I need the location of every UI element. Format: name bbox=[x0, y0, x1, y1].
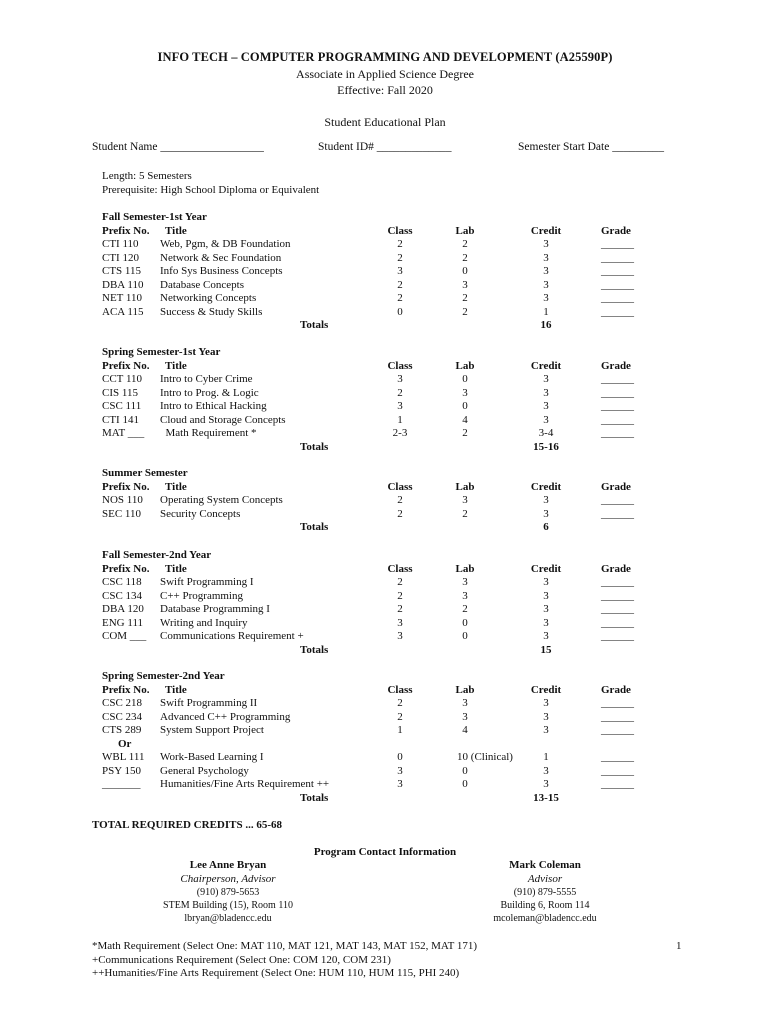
course-class-hours: 3 bbox=[397, 265, 403, 277]
course-prefix: ENG 111 bbox=[102, 616, 144, 629]
course-lab-hours: 3 bbox=[462, 710, 468, 723]
semester-heading: Fall Semester-1st Year bbox=[102, 211, 207, 223]
course-prefix: Or bbox=[118, 737, 132, 750]
course-lab-hours: 3 bbox=[462, 278, 468, 291]
course-credit: 3 bbox=[543, 265, 549, 277]
degree-subtitle: Associate in Applied Science Degree bbox=[296, 67, 474, 81]
contact-email[interactable]: lbryan@bladencc.edu bbox=[184, 913, 272, 924]
col-header-lab: Lab bbox=[455, 359, 475, 372]
course-class-hours: 2 bbox=[397, 697, 403, 709]
course-prefix: CCT 110 bbox=[102, 373, 143, 385]
course-prefix: CTI 110 bbox=[102, 238, 139, 250]
course-lab-hours: 0 bbox=[462, 400, 468, 412]
grade-blank[interactable]: ______ bbox=[601, 494, 634, 506]
course-credit: 3 bbox=[543, 724, 549, 736]
contact-heading: Program Contact Information bbox=[313, 846, 457, 858]
course-class-hours: 2 bbox=[397, 576, 403, 588]
course-title: Intro to Ethical Hacking bbox=[160, 400, 267, 412]
course-class-hours: 2 bbox=[397, 710, 403, 723]
course-prefix: PSY 150 bbox=[102, 764, 142, 777]
col-header-title: Title bbox=[165, 224, 187, 237]
grade-blank[interactable]: ______ bbox=[601, 751, 634, 763]
totals-label: Totals bbox=[300, 791, 329, 804]
course-class-hours: 2 bbox=[397, 507, 403, 520]
course-lab-hours: 0 bbox=[462, 265, 468, 277]
course-class-hours: 2 bbox=[397, 589, 403, 602]
contact-location: Building 6, Room 114 bbox=[500, 900, 590, 911]
course-lab-hours: 2 bbox=[462, 238, 468, 250]
contact-card-coleman bbox=[445, 858, 645, 925]
grade-blank[interactable]: ______ bbox=[601, 373, 634, 385]
course-lab-hours: 4 bbox=[462, 724, 468, 736]
col-header-grade: Grade bbox=[601, 224, 631, 237]
grade-blank[interactable]: ______ bbox=[601, 630, 634, 642]
course-lab-hours: 2 bbox=[462, 292, 468, 304]
course-lab-hours: 2 bbox=[462, 251, 468, 264]
course-title: Swift Programming II bbox=[160, 697, 258, 709]
col-header-prefix: Prefix No. bbox=[102, 562, 150, 575]
course-class-hours: 2 bbox=[397, 494, 403, 506]
grade-blank[interactable]: ______ bbox=[601, 710, 634, 723]
col-header-lab: Lab bbox=[455, 480, 475, 493]
grade-blank[interactable]: ______ bbox=[601, 386, 634, 399]
course-title: System Support Project bbox=[160, 724, 264, 736]
course-prefix: DBA 120 bbox=[102, 603, 144, 615]
grade-blank[interactable]: ______ bbox=[601, 603, 634, 615]
course-title: Work-Based Learning I bbox=[160, 751, 264, 763]
course-title: Intro to Cyber Crime bbox=[160, 373, 253, 385]
total-credits: 13-15 bbox=[533, 791, 559, 804]
course-lab-hours: 4 bbox=[462, 413, 468, 426]
col-header-class: Class bbox=[387, 224, 413, 237]
effective-date: Effective: Fall 2020 bbox=[337, 83, 433, 97]
col-header-prefix: Prefix No. bbox=[102, 683, 150, 696]
course-credit: 3 bbox=[543, 603, 549, 615]
course-title: Humanities/Fine Arts Requirement ++ bbox=[160, 778, 330, 790]
course-prefix: DBA 110 bbox=[102, 278, 144, 291]
grade-blank[interactable]: ______ bbox=[601, 251, 634, 264]
course-credit: 3 bbox=[543, 400, 549, 412]
course-prefix: CSC 218 bbox=[102, 697, 143, 709]
course-title: Database Concepts bbox=[160, 278, 244, 291]
course-title: Cloud and Storage Concepts bbox=[160, 413, 286, 426]
course-lab-hours: 3 bbox=[462, 494, 468, 506]
course-prefix: CTI 120 bbox=[102, 251, 139, 264]
grade-blank[interactable]: ______ bbox=[601, 238, 634, 250]
course-class-hours: 2 bbox=[397, 251, 403, 264]
grade-blank[interactable]: ______ bbox=[601, 576, 634, 588]
course-title: Operating System Concepts bbox=[160, 494, 283, 506]
course-title: Networking Concepts bbox=[160, 292, 257, 304]
course-lab-hours: 3 bbox=[462, 697, 468, 709]
col-header-title: Title bbox=[165, 683, 187, 696]
course-lab-hours: 2 bbox=[462, 603, 468, 615]
col-header-credit: Credit bbox=[530, 562, 562, 575]
course-prefix: CTS 115 bbox=[102, 265, 142, 277]
program-prerequisite: Prerequisite: High School Diploma or Equivalent bbox=[102, 184, 320, 196]
course-prefix: CSC 134 bbox=[102, 589, 143, 602]
course-lab-hours: 0 bbox=[462, 630, 468, 642]
page-number: 1 bbox=[676, 940, 682, 952]
contact-name: Mark Coleman bbox=[509, 859, 581, 871]
course-lab-hours: 2 bbox=[462, 305, 468, 318]
course-prefix: CSC 111 bbox=[102, 400, 142, 412]
grade-blank[interactable]: ______ bbox=[601, 413, 634, 426]
course-title: Success & Study Skills bbox=[160, 305, 263, 318]
course-class-hours: 3 bbox=[397, 616, 403, 629]
student-id-field[interactable]: Student ID# _____________ bbox=[318, 141, 452, 153]
course-credit: 3 bbox=[543, 386, 549, 399]
course-credit: 3 bbox=[543, 413, 549, 426]
course-credit: 1 bbox=[543, 751, 549, 763]
program-length: Length: 5 Semesters bbox=[102, 170, 192, 182]
col-header-lab: Lab bbox=[455, 224, 475, 237]
col-header-credit: Credit bbox=[530, 480, 562, 493]
course-lab-hours: 0 bbox=[462, 764, 468, 777]
grade-blank[interactable]: ______ bbox=[601, 400, 634, 412]
course-class-hours: 1 bbox=[397, 724, 403, 736]
course-class-hours: 1 bbox=[397, 413, 403, 426]
col-header-title: Title bbox=[165, 480, 187, 493]
col-header-class: Class bbox=[387, 683, 413, 696]
course-title: Advanced C++ Programming bbox=[160, 710, 291, 723]
course-class-hours: 3 bbox=[397, 630, 403, 642]
course-prefix: _______ bbox=[102, 778, 141, 790]
course-credit: 3 bbox=[543, 778, 549, 790]
plan-title: Student Educational Plan bbox=[324, 115, 446, 129]
course-class-hours: 0 bbox=[397, 751, 403, 763]
course-prefix: CSC 118 bbox=[102, 576, 142, 588]
course-credit: 3-4 bbox=[538, 427, 554, 439]
semester-heading: Summer Semester bbox=[102, 467, 188, 479]
totals-label: Totals bbox=[300, 643, 329, 656]
course-credit: 3 bbox=[543, 630, 549, 642]
col-header-grade: Grade bbox=[601, 683, 631, 696]
semester-heading: Fall Semester-2nd Year bbox=[102, 549, 212, 561]
contact-phone: (910) 879-5653 bbox=[196, 887, 260, 898]
course-lab-hours: 2 bbox=[462, 507, 468, 520]
course-class-hours: 2 bbox=[397, 238, 403, 250]
course-title: Math Requirement * bbox=[160, 427, 257, 439]
col-header-title: Title bbox=[165, 562, 187, 575]
course-class-hours: 2 bbox=[397, 292, 403, 304]
course-prefix: SEC 110 bbox=[102, 507, 142, 520]
grade-blank[interactable]: ______ bbox=[601, 507, 634, 520]
course-credit: 3 bbox=[543, 507, 549, 520]
course-credit: 3 bbox=[543, 278, 549, 291]
contact-email[interactable]: mcoleman@bladencc.edu bbox=[493, 913, 597, 924]
total-required-credits: TOTAL REQUIRED CREDITS ... 65-68 bbox=[92, 819, 282, 831]
total-credits: 15-16 bbox=[533, 440, 559, 453]
course-prefix: MAT ___ bbox=[102, 427, 145, 439]
document-title: INFO TECH – COMPUTER PROGRAMMING AND DEVELOPMENT (A25590P) bbox=[157, 50, 613, 64]
course-prefix: WBL 111 bbox=[102, 751, 145, 763]
course-title: Writing and Inquiry bbox=[160, 616, 248, 629]
total-credits: 15 bbox=[540, 643, 552, 656]
totals-label: Totals bbox=[300, 521, 329, 533]
col-header-credit: Credit bbox=[530, 683, 562, 696]
course-credit: 3 bbox=[543, 710, 549, 723]
course-credit: 3 bbox=[543, 616, 549, 629]
grade-blank[interactable]: ______ bbox=[601, 778, 634, 790]
course-credit: 3 bbox=[543, 589, 549, 602]
course-prefix: CSC 234 bbox=[102, 710, 143, 723]
course-lab-hours: 3 bbox=[462, 386, 468, 399]
course-prefix: NET 110 bbox=[102, 292, 143, 304]
course-lab-hours: 3 bbox=[462, 576, 468, 588]
course-title: General Psychology bbox=[160, 764, 249, 777]
course-credit: 3 bbox=[543, 576, 549, 588]
course-lab-hours: 2 bbox=[462, 427, 468, 439]
course-title: Info Sys Business Concepts bbox=[160, 265, 283, 277]
course-credit: 3 bbox=[543, 373, 549, 385]
course-credit: 3 bbox=[543, 238, 549, 250]
course-class-hours: 2 bbox=[397, 278, 403, 291]
col-header-grade: Grade bbox=[601, 359, 631, 372]
grade-blank[interactable]: ______ bbox=[601, 265, 634, 277]
col-header-prefix: Prefix No. bbox=[102, 480, 150, 493]
grade-blank[interactable]: ______ bbox=[601, 589, 634, 602]
totals-label: Totals bbox=[300, 319, 329, 331]
contact-name: Lee Anne Bryan bbox=[189, 859, 267, 871]
semester-start-date-field[interactable]: Semester Start Date _________ bbox=[518, 141, 664, 153]
course-class-hours: 2-3 bbox=[392, 427, 408, 439]
course-title: Database Programming I bbox=[160, 603, 270, 615]
col-header-lab: Lab bbox=[455, 683, 475, 696]
col-header-prefix: Prefix No. bbox=[102, 224, 150, 237]
col-header-lab: Lab bbox=[455, 562, 475, 575]
grade-blank[interactable]: ______ bbox=[601, 292, 634, 304]
course-title: Security Concepts bbox=[160, 507, 241, 520]
course-title: Intro to Prog. & Logic bbox=[160, 386, 259, 399]
course-title: Network & Sec Foundation bbox=[160, 251, 282, 264]
col-header-class: Class bbox=[387, 480, 413, 493]
grade-blank[interactable]: ______ bbox=[601, 616, 634, 629]
footnote-math: *Math Requirement (Select One: MAT 110, MAT 121, MAT 143, MAT 152, MAT 171) bbox=[92, 940, 478, 952]
course-title: Swift Programming I bbox=[160, 576, 254, 588]
course-class-hours: 3 bbox=[397, 373, 403, 385]
footnotes bbox=[92, 940, 477, 981]
contact-role: Advisor bbox=[527, 873, 563, 885]
course-prefix: CIS 115 bbox=[102, 386, 138, 399]
col-header-class: Class bbox=[387, 359, 413, 372]
course-class-hours: 3 bbox=[397, 400, 403, 412]
course-title: Web, Pgm, & DB Foundation bbox=[160, 238, 291, 250]
col-header-title: Title bbox=[165, 359, 187, 372]
contact-role: Chairperson, Advisor bbox=[180, 873, 276, 885]
course-credit: 3 bbox=[543, 292, 549, 304]
grade-blank[interactable]: ______ bbox=[601, 427, 634, 439]
course-credit: 3 bbox=[543, 251, 549, 264]
grade-blank[interactable]: ______ bbox=[601, 305, 634, 318]
course-class-hours: 3 bbox=[397, 764, 403, 777]
course-title: C++ Programming bbox=[160, 589, 243, 602]
course-prefix: CTI 141 bbox=[102, 413, 139, 426]
col-header-credit: Credit bbox=[530, 359, 562, 372]
course-lab-hours: 3 bbox=[462, 589, 468, 602]
footnote-humanities: ++Humanities/Fine Arts Requirement (Select One: HUM 110, HUM 115, PHI 240) bbox=[92, 967, 460, 979]
course-prefix: CTS 289 bbox=[102, 724, 142, 736]
course-lab-hours: 0 bbox=[462, 373, 468, 385]
col-header-class: Class bbox=[387, 562, 413, 575]
total-credits: 6 bbox=[543, 521, 549, 533]
course-class-hours: 3 bbox=[397, 778, 403, 790]
footnote-communications: +Communications Requirement (Select One: COM 120, COM 231) bbox=[92, 953, 391, 966]
contact-card-bryan bbox=[128, 858, 328, 925]
student-name-field[interactable]: Student Name __________________ bbox=[92, 141, 264, 153]
course-prefix: ACA 115 bbox=[102, 305, 144, 318]
course-class-hours: 2 bbox=[397, 603, 403, 615]
grade-blank[interactable]: ______ bbox=[601, 278, 634, 291]
semester-heading: Spring Semester-2nd Year bbox=[102, 670, 225, 682]
grade-blank[interactable]: ______ bbox=[601, 697, 634, 709]
grade-blank[interactable]: ______ bbox=[601, 764, 634, 777]
course-lab-hours: 0 bbox=[462, 616, 468, 629]
total-credits: 16 bbox=[540, 319, 552, 331]
col-header-grade: Grade bbox=[601, 562, 631, 575]
course-credit: 1 bbox=[543, 305, 549, 318]
semester-heading: Spring Semester-1st Year bbox=[102, 346, 221, 358]
course-prefix: COM ___ bbox=[102, 630, 147, 642]
course-credit: 3 bbox=[543, 494, 549, 506]
col-header-credit: Credit bbox=[530, 224, 562, 237]
course-title: Communications Requirement + bbox=[160, 630, 304, 642]
col-header-grade: Grade bbox=[601, 480, 631, 493]
course-class-hours: 0 bbox=[397, 305, 403, 318]
course-lab-hours: 10 (Clinical) bbox=[457, 751, 513, 763]
course-prefix: NOS 110 bbox=[102, 494, 143, 506]
contact-location: STEM Building (15), Room 110 bbox=[163, 900, 293, 911]
totals-label: Totals bbox=[300, 440, 329, 453]
course-credit: 3 bbox=[543, 764, 549, 777]
col-header-prefix: Prefix No. bbox=[102, 359, 150, 372]
course-credit: 3 bbox=[543, 697, 549, 709]
course-class-hours: 2 bbox=[397, 386, 403, 399]
course-lab-hours: 0 bbox=[462, 778, 468, 790]
grade-blank[interactable]: ______ bbox=[601, 724, 634, 736]
contact-phone: (910) 879-5555 bbox=[513, 887, 577, 898]
